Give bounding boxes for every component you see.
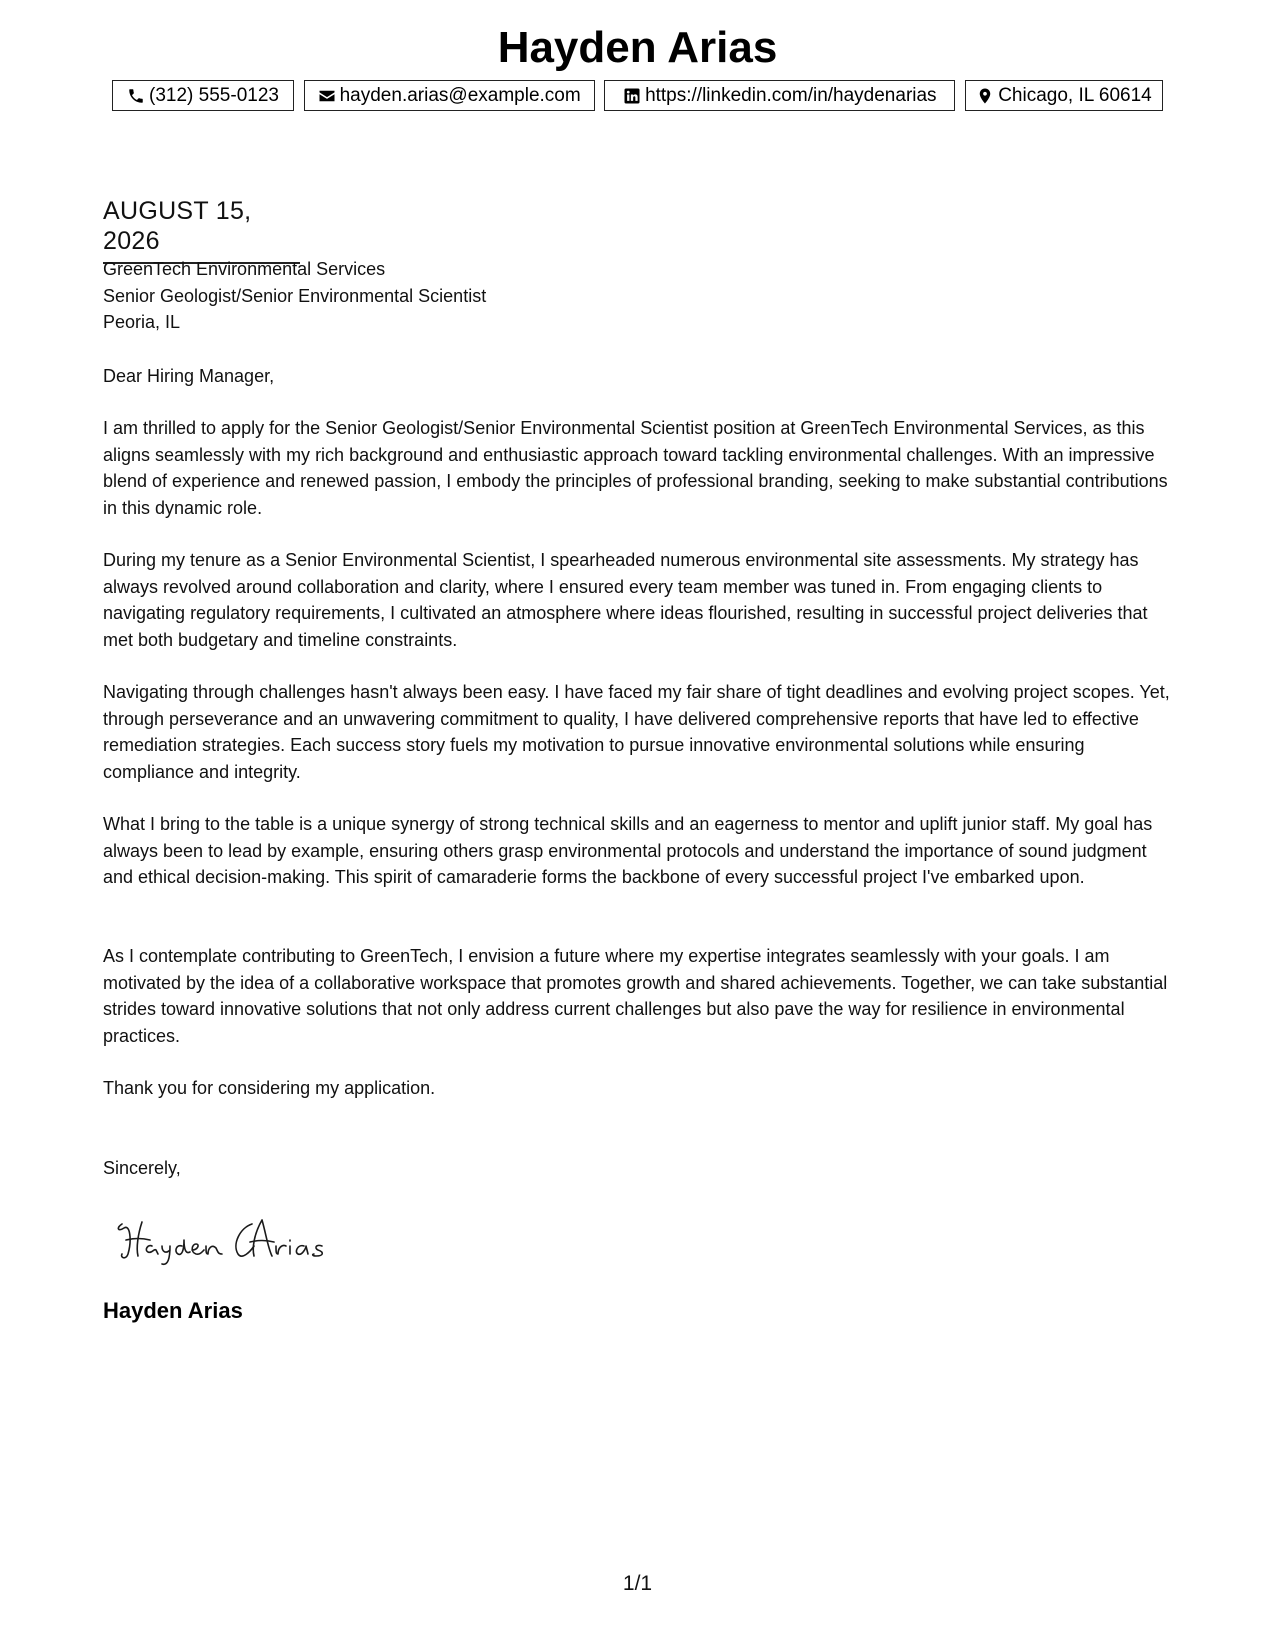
email-text: hayden.arias@example.com <box>339 84 581 106</box>
recipient-position: Senior Geologist/Senior Environmental Scientist <box>103 285 487 306</box>
linkedin-icon <box>623 87 641 105</box>
linkedin-text: https://linkedin.com/in/haydenarias <box>645 84 937 106</box>
contact-info-row <box>112 80 1163 111</box>
body-paragraph-4: What I bring to the table is a unique synergy of strong technical skills and an eagerness to mentor and uplift junior staff. My goal has always been to lead by example, ensuring others grasp environmental protocols and understand the importance of sound judgment and ethical decision-making. This spirit of camaraderie forms the backbone of every successful project I've embarked upon. <box>103 814 1153 887</box>
body-paragraph-3: Navigating through challenges hasn't always been easy. I have faced my fair share of tight deadlines and evolving project scopes. Yet, through perseverance and an unwavering commitment to quality, I have delivered comprehensive reports that have led to effective remediation strategies. Each success story fuels my motivation to pursue innovative environmental solutions while ensuring compliance and integrity. <box>103 682 1170 782</box>
body-paragraph-5: As I contemplate contributing to GreenTech, I envision a future where my expertise integrates seamlessly with your goals. I am motivated by the idea of a collaborative workspace that promotes growth and shared achievements. Together, we can take substantial strides toward innovative solutions that not only address current challenges but also pave the way for resilience in environmental practices. <box>103 946 1168 1046</box>
recipient-block <box>103 256 486 336</box>
contact-email <box>304 80 595 111</box>
contact-phone <box>112 80 294 111</box>
letter-date: AUGUST 15, 2026 <box>103 196 300 264</box>
applicant-name-header: Hayden Arias <box>497 23 778 72</box>
location-text: Chicago, IL 60614 <box>998 84 1152 106</box>
contact-location <box>965 80 1163 111</box>
envelope-icon <box>318 87 336 105</box>
recipient-location: Peoria, IL <box>103 312 181 332</box>
body-paragraph-2: During my tenure as a Senior Environmental Scientist, I spearheaded numerous environmental site assessments. My strategy has always revolved around collaboration and clarity, where I ensured every team member was tuned in. From engaging clients to navigating regulatory requirements, I cultivated an atmosphere where ideas flourished, resulting in successful project deliveries that met both budgetary and timeline constraints. <box>103 550 1148 650</box>
phone-text: (312) 555-0123 <box>149 84 279 106</box>
contact-linkedin <box>604 80 955 111</box>
handwritten-signature <box>112 1210 352 1270</box>
phone-icon <box>127 87 145 105</box>
map-pin-icon <box>976 87 994 105</box>
salutation: Dear Hiring Manager, <box>103 366 275 386</box>
closing-line: Sincerely, <box>103 1158 181 1178</box>
recipient-company: GreenTech Environmental Services <box>103 259 386 279</box>
page-number: 1/1 <box>622 1572 653 1595</box>
thank-you-line: Thank you for considering my application. <box>103 1078 436 1098</box>
body-paragraph-1: I am thrilled to apply for the Senior Geologist/Senior Environmental Scientist position at GreenTech Environmental Services, as this aligns seamlessly with my rich background and enthusiastic approach toward tackling environmental challenges. With an impressive blend of experience and renewed passion, I embody the principles of professional branding, seeking to make substantial contributions in this dynamic role. <box>103 418 1168 518</box>
signer-name: Hayden Arias <box>103 1298 243 1323</box>
